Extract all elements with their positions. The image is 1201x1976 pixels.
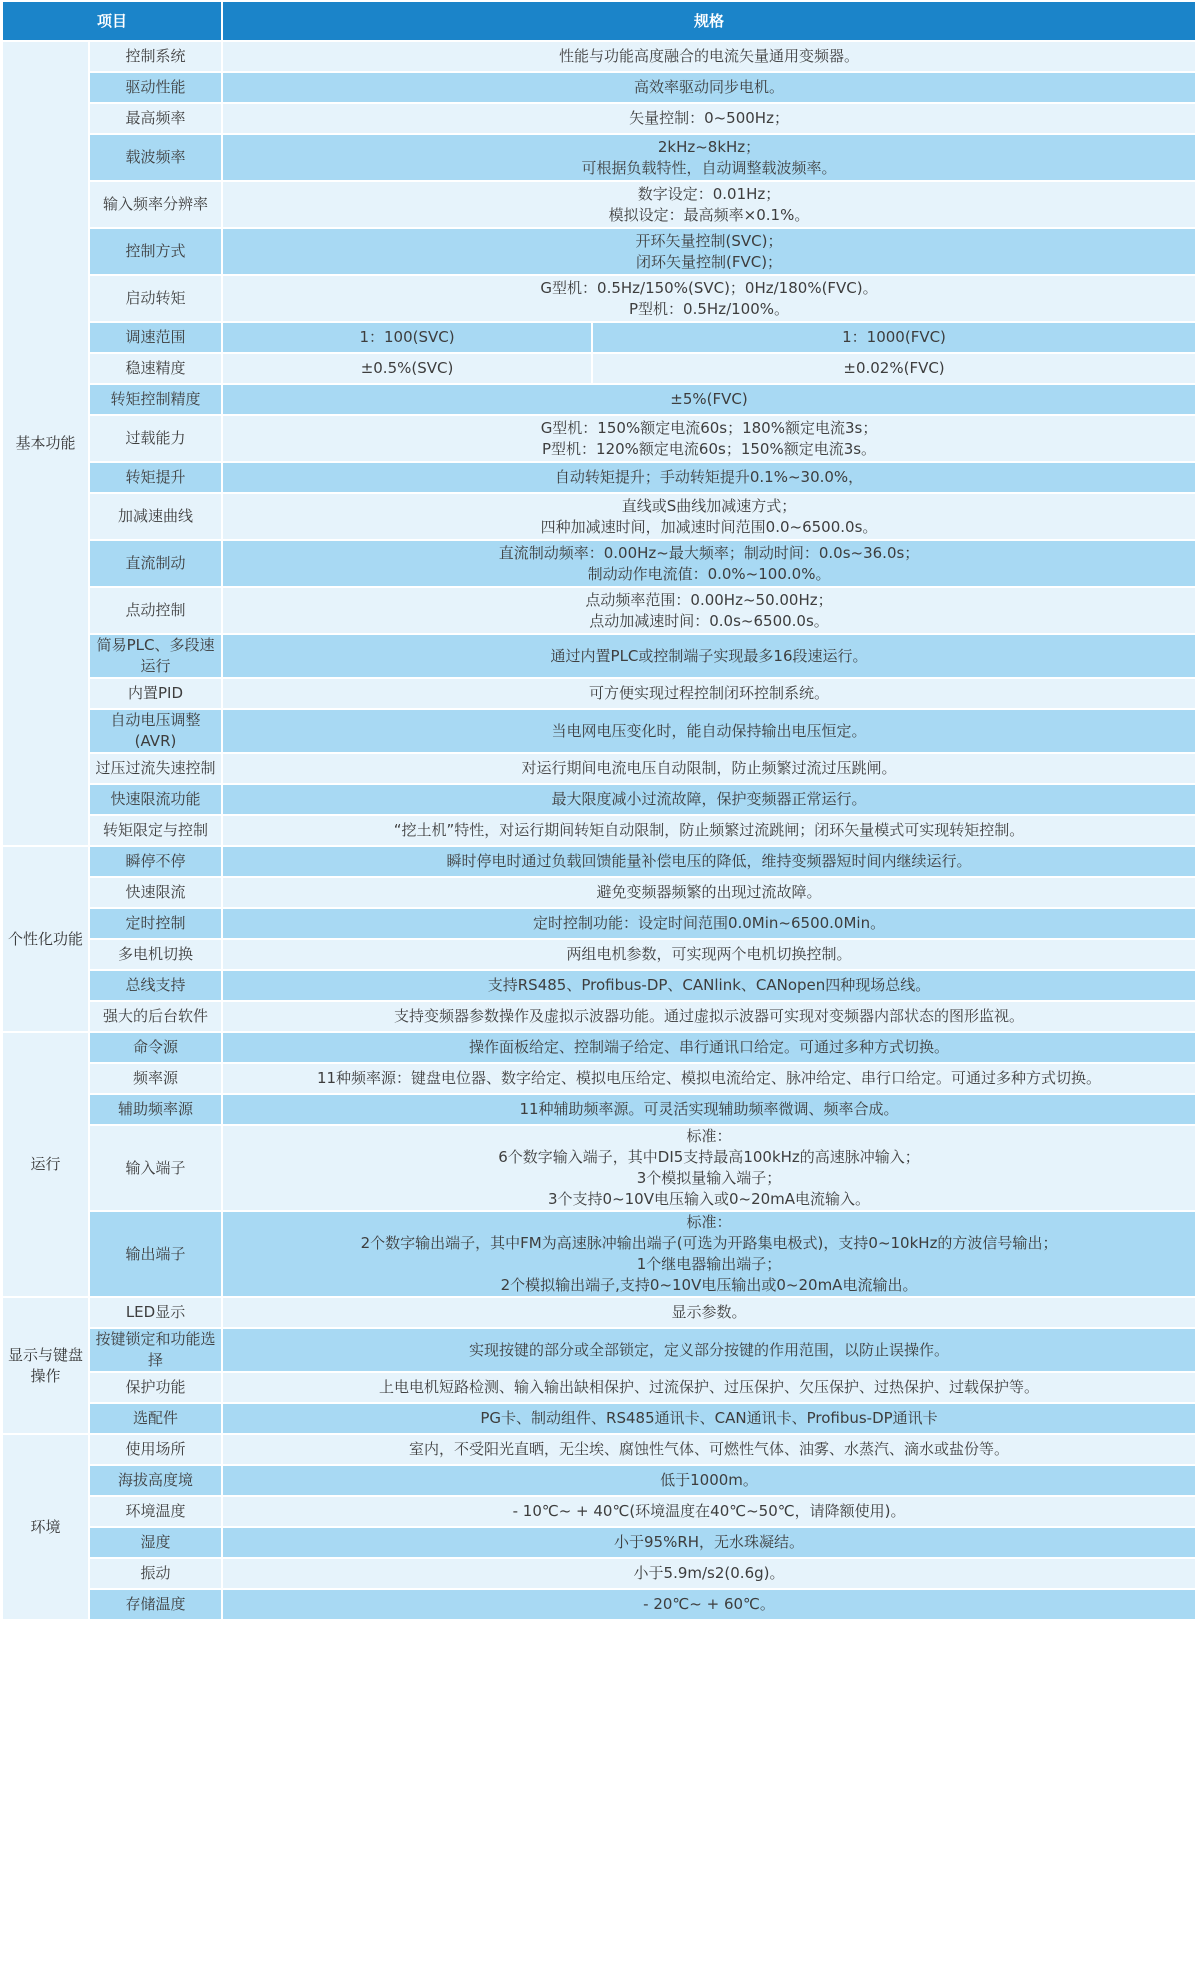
item-cell: 输入端子 <box>90 1126 223 1212</box>
table-row <box>3 1064 1197 1095</box>
item-cell: 内置PID <box>90 679 223 710</box>
spec-line: 2kHz~8kHz； <box>657 137 761 156</box>
table-row <box>3 1497 1197 1528</box>
item-cell: 过载能力 <box>90 416 223 463</box>
table-row <box>3 785 1197 816</box>
item-cell: 控制系统 <box>90 42 223 73</box>
spec-line: G型机：150%额定电流60s；180%额定电流3s； <box>540 418 878 437</box>
item-cell: LED显示 <box>90 1298 223 1329</box>
item-cell: 辅助频率源 <box>90 1095 223 1126</box>
spec-line: 可根据负载特性，自动调整载波频率。 <box>581 158 837 177</box>
item-cell: 快速限流功能 <box>90 785 223 816</box>
spec-line: 标准： <box>686 1127 732 1145</box>
category-cell: 显示与键盘操作 <box>3 1298 90 1435</box>
spec-value-cell: 1：100(SVC) <box>223 323 593 354</box>
spec-value-cell <box>223 878 1197 909</box>
spec-line: 当电网电压变化时，能自动保持输出电压恒定。 <box>551 721 867 740</box>
spec-line: 3个模拟量输入端子； <box>636 1169 782 1187</box>
item-cell: 过压过流失速控制 <box>90 754 223 785</box>
header-spec: 规格 <box>223 2 1197 42</box>
table-row <box>3 971 1197 1002</box>
table-row <box>3 1528 1197 1559</box>
spec-line: 两组电机参数，可实现两个电机切换控制。 <box>566 945 852 963</box>
table-row <box>3 754 1197 785</box>
spec-value-cell <box>223 754 1197 785</box>
spec-line: 低于1000m。 <box>660 1471 758 1489</box>
spec-line: “挖土机”特性，对运行期间转矩自动限制，防止频繁过流跳闸；闭环矢量模式可实现转矩控制。 <box>393 821 1025 839</box>
spec-value-cell: 1：1000(FVC) <box>593 323 1197 354</box>
spec-body <box>3 42 1197 1621</box>
spec-line: 支持变频器参数操作及虚拟示波器功能。通过虚拟示波器可实现对变频器内部状态的图形监视。 <box>394 1007 1025 1025</box>
spec-line: 标准： <box>686 1213 732 1231</box>
table-row <box>3 463 1197 494</box>
item-cell: 调速范围 <box>90 323 223 354</box>
item-cell: 点动控制 <box>90 588 223 635</box>
spec-value-cell <box>223 1033 1197 1064</box>
table-row <box>3 323 1197 354</box>
item-cell: 海拔高度境 <box>90 1466 223 1497</box>
item-cell: 按键锁定和功能选择 <box>90 1329 223 1373</box>
table-row <box>3 276 1197 323</box>
spec-line: 11种频率源：键盘电位器、数字给定、模拟电压给定、模拟电流给定、脉冲给定、串行口给定。可通过多种方式切换。 <box>316 1069 1102 1087</box>
spec-line: G型机：0.5Hz/150%(SVC)；0Hz/180%(FVC)。 <box>540 278 878 297</box>
spec-value-cell <box>223 1126 1197 1212</box>
item-cell: 环境温度 <box>90 1497 223 1528</box>
table-row <box>3 541 1197 588</box>
spec-value-cell <box>223 182 1197 229</box>
spec-line: 数字设定：0.01Hz； <box>637 184 781 203</box>
table-row <box>3 635 1197 679</box>
item-cell: 选配件 <box>90 1404 223 1435</box>
spec-table <box>3 2 1197 1621</box>
table-row <box>3 1329 1197 1373</box>
table-row <box>3 1212 1197 1298</box>
spec-line: 实现按键的部分或全部锁定，定义部分按键的作用范围，以防止误操作。 <box>469 1340 950 1359</box>
spec-value-cell <box>223 1298 1197 1329</box>
item-cell: 多电机切换 <box>90 940 223 971</box>
spec-value-cell <box>223 785 1197 816</box>
spec-value-cell <box>223 940 1197 971</box>
table-row <box>3 182 1197 229</box>
spec-line: 直线或S曲线加减速方式； <box>621 496 797 515</box>
item-cell: 控制方式 <box>90 229 223 276</box>
spec-line: 最大限度减小过流故障，保护变频器正常运行。 <box>551 790 867 808</box>
table-row <box>3 1298 1197 1329</box>
spec-value-cell <box>223 416 1197 463</box>
table-row <box>3 878 1197 909</box>
spec-line: - 20℃~ + 60℃。 <box>643 1595 775 1613</box>
spec-line: 矢量控制：0~500Hz； <box>629 109 789 127</box>
spec-line: 3个支持0~10V电压输入或0~20mA电流输入。 <box>547 1190 871 1208</box>
table-row <box>3 1435 1197 1466</box>
table-row <box>3 1404 1197 1435</box>
table-row <box>3 416 1197 463</box>
table-row <box>3 135 1197 182</box>
table-row <box>3 385 1197 416</box>
spec-line: 定时控制功能：设定时间范围0.0Min~6500.0Min。 <box>532 914 886 932</box>
spec-line: - 10℃~ + 40℃(环境温度在40℃~50℃，请降额使用)。 <box>512 1502 906 1520</box>
item-cell: 直流制动 <box>90 541 223 588</box>
spec-value-cell <box>223 463 1197 494</box>
spec-line: 点动加减速时间：0.0s~6500.0s。 <box>589 611 829 630</box>
table-row <box>3 588 1197 635</box>
spec-line: 四种加减速时间，加减速时间范围0.0~6500.0s。 <box>540 517 878 536</box>
spec-value-cell <box>223 1528 1197 1559</box>
table-row <box>3 42 1197 73</box>
spec-value-cell <box>223 541 1197 588</box>
spec-value-cell <box>223 635 1197 679</box>
spec-value-cell <box>223 104 1197 135</box>
spec-line: 高效率驱动同步电机。 <box>634 78 785 96</box>
spec-line: 避免变频器频繁的出现过流故障。 <box>596 883 822 901</box>
spec-value-cell <box>223 1590 1197 1621</box>
spec-line: ±5%(FVC) <box>670 390 748 408</box>
item-cell: 输出端子 <box>90 1212 223 1298</box>
spec-line: 支持RS485、Profibus-DP、CANlink、CANopen四种现场总线。 <box>487 976 931 994</box>
table-row <box>3 909 1197 940</box>
spec-value-cell <box>223 1497 1197 1528</box>
spec-line: 对运行期间电流电压自动限制，防止频繁过流过压跳闸。 <box>521 759 897 777</box>
spec-line: 可方便实现过程控制闭环控制系统。 <box>589 684 830 702</box>
header-item: 项目 <box>3 2 223 42</box>
item-cell: 驱动性能 <box>90 73 223 104</box>
spec-line: 通过内置PLC或控制端子实现最多16段速运行。 <box>550 646 868 665</box>
spec-line: PG卡、制动组件、RS485通讯卡、CAN通讯卡、Profibus-DP通讯卡 <box>480 1409 938 1427</box>
spec-value-cell <box>223 1002 1197 1033</box>
spec-value-cell <box>223 847 1197 878</box>
item-cell: 载波频率 <box>90 135 223 182</box>
spec-line: 直流制动频率：0.00Hz~最大频率；制动时间：0.0s~36.0s； <box>498 543 920 562</box>
spec-value-cell <box>223 276 1197 323</box>
item-cell: 输入频率分辨率 <box>90 182 223 229</box>
spec-value-cell <box>223 135 1197 182</box>
table-row <box>3 1126 1197 1212</box>
table-row <box>3 1590 1197 1621</box>
spec-value-cell <box>223 1373 1197 1404</box>
table-row <box>3 679 1197 710</box>
spec-line: 11种辅助频率源。可灵活实现辅助频率微调、频率合成。 <box>519 1100 899 1118</box>
spec-line: 上电电机短路检测、输入输出缺相保护、过流保护、过压保护、欠压保护、过热保护、过载保护等。 <box>379 1378 1040 1396</box>
item-cell: 命令源 <box>90 1033 223 1064</box>
spec-value-cell <box>223 971 1197 1002</box>
table-row <box>3 354 1197 385</box>
table-row <box>3 1095 1197 1126</box>
item-cell: 强大的后台软件 <box>90 1002 223 1033</box>
category-cell: 基本功能 <box>3 42 90 847</box>
item-cell: 振动 <box>90 1559 223 1590</box>
category-cell: 个性化功能 <box>3 847 90 1033</box>
spec-value-cell <box>223 42 1197 73</box>
spec-line: 1个继电器输出端子； <box>636 1255 782 1273</box>
spec-value-cell <box>223 679 1197 710</box>
spec-line: 瞬时停电时通过负载回馈能量补偿电压的降低，维持变频器短时间内继续运行。 <box>446 852 972 870</box>
spec-value-cell: ±0.5%(SVC) <box>223 354 593 385</box>
spec-line: 2个模拟输出端子,支持0~10V电压输出或0~20mA电流输出。 <box>500 1276 918 1294</box>
table-row <box>3 710 1197 754</box>
table-row <box>3 73 1197 104</box>
item-cell: 转矩控制精度 <box>90 385 223 416</box>
item-cell: 稳速精度 <box>90 354 223 385</box>
spec-value-cell <box>223 73 1197 104</box>
table-row <box>3 816 1197 847</box>
spec-value-cell <box>223 816 1197 847</box>
table-row <box>3 1033 1197 1064</box>
item-cell: 转矩限定与控制 <box>90 816 223 847</box>
spec-value-cell <box>223 1212 1197 1298</box>
item-cell: 自动电压调整(AVR) <box>90 710 223 754</box>
spec-line: 显示参数。 <box>671 1303 747 1321</box>
table-row <box>3 1002 1197 1033</box>
item-cell: 保护功能 <box>90 1373 223 1404</box>
spec-line: 室内，不受阳光直晒，无尘埃、腐蚀性气体、可燃性气体、油雾、水蒸汽、滴水或盐份等。 <box>409 1440 1010 1458</box>
spec-line: 2个数字输出端子，其中FM为高速脉冲输出端子(可选为开路集电极式)，支持0~10kHz的方波信号输出； <box>360 1234 1058 1252</box>
table-row <box>3 940 1197 971</box>
spec-value-cell <box>223 909 1197 940</box>
table-row <box>3 229 1197 276</box>
spec-line: 6个数字输入端子，其中DI5支持最高100kHz的高速脉冲输入； <box>498 1148 920 1166</box>
table-row <box>3 1559 1197 1590</box>
spec-line: 小于5.9m/s2(0.6g)。 <box>633 1564 785 1582</box>
spec-value-cell <box>223 588 1197 635</box>
item-cell: 启动转矩 <box>90 276 223 323</box>
spec-line: P型机：0.5Hz/100%。 <box>629 299 790 318</box>
spec-line: 模拟设定：最高频率×0.1%。 <box>608 205 810 224</box>
spec-line: 自动转矩提升；手动转矩提升0.1%~30.0%， <box>554 468 864 486</box>
item-cell: 湿度 <box>90 1528 223 1559</box>
spec-line: 点动频率范围：0.00Hz~50.00Hz； <box>585 590 833 609</box>
item-cell: 快速限流 <box>90 878 223 909</box>
table-row <box>3 494 1197 541</box>
spec-value-cell <box>223 1435 1197 1466</box>
spec-value-cell <box>223 494 1197 541</box>
table-row <box>3 1466 1197 1497</box>
item-cell: 使用场所 <box>90 1435 223 1466</box>
spec-value-cell <box>223 1404 1197 1435</box>
table-row <box>3 1373 1197 1404</box>
category-cell: 运行 <box>3 1033 90 1298</box>
spec-line: P型机：120%额定电流60s；150%额定电流3s。 <box>541 439 877 458</box>
spec-line: 开环矢量控制(SVC)； <box>635 231 783 250</box>
spec-value-cell <box>223 385 1197 416</box>
item-cell: 定时控制 <box>90 909 223 940</box>
spec-value-cell <box>223 1064 1197 1095</box>
item-cell: 存储温度 <box>90 1590 223 1621</box>
spec-line: 小于95%RH，无水珠凝结。 <box>614 1533 805 1551</box>
item-cell: 最高频率 <box>90 104 223 135</box>
spec-value-cell <box>223 710 1197 754</box>
spec-line: 制动动作电流值：0.0%~100.0%。 <box>587 564 831 583</box>
spec-line: 操作面板给定、控制端子给定、串行通讯口给定。可通过多种方式切换。 <box>469 1038 950 1056</box>
item-cell: 简易PLC、多段速运行 <box>90 635 223 679</box>
table-row <box>3 104 1197 135</box>
spec-value-cell: ±0.02%(FVC) <box>593 354 1197 385</box>
spec-line: 性能与功能高度融合的电流矢量通用变频器。 <box>559 47 860 65</box>
item-cell: 总线支持 <box>90 971 223 1002</box>
item-cell: 加减速曲线 <box>90 494 223 541</box>
spec-value-cell <box>223 1329 1197 1373</box>
category-cell: 环境 <box>3 1435 90 1621</box>
spec-value-cell <box>223 229 1197 276</box>
table-row <box>3 847 1197 878</box>
spec-value-cell <box>223 1466 1197 1497</box>
item-cell: 转矩提升 <box>90 463 223 494</box>
item-cell: 瞬停不停 <box>90 847 223 878</box>
item-cell: 频率源 <box>90 1064 223 1095</box>
spec-value-cell <box>223 1559 1197 1590</box>
spec-line: 闭环矢量控制(FVC)； <box>635 252 783 271</box>
table-header-row <box>3 2 1197 42</box>
spec-value-cell <box>223 1095 1197 1126</box>
